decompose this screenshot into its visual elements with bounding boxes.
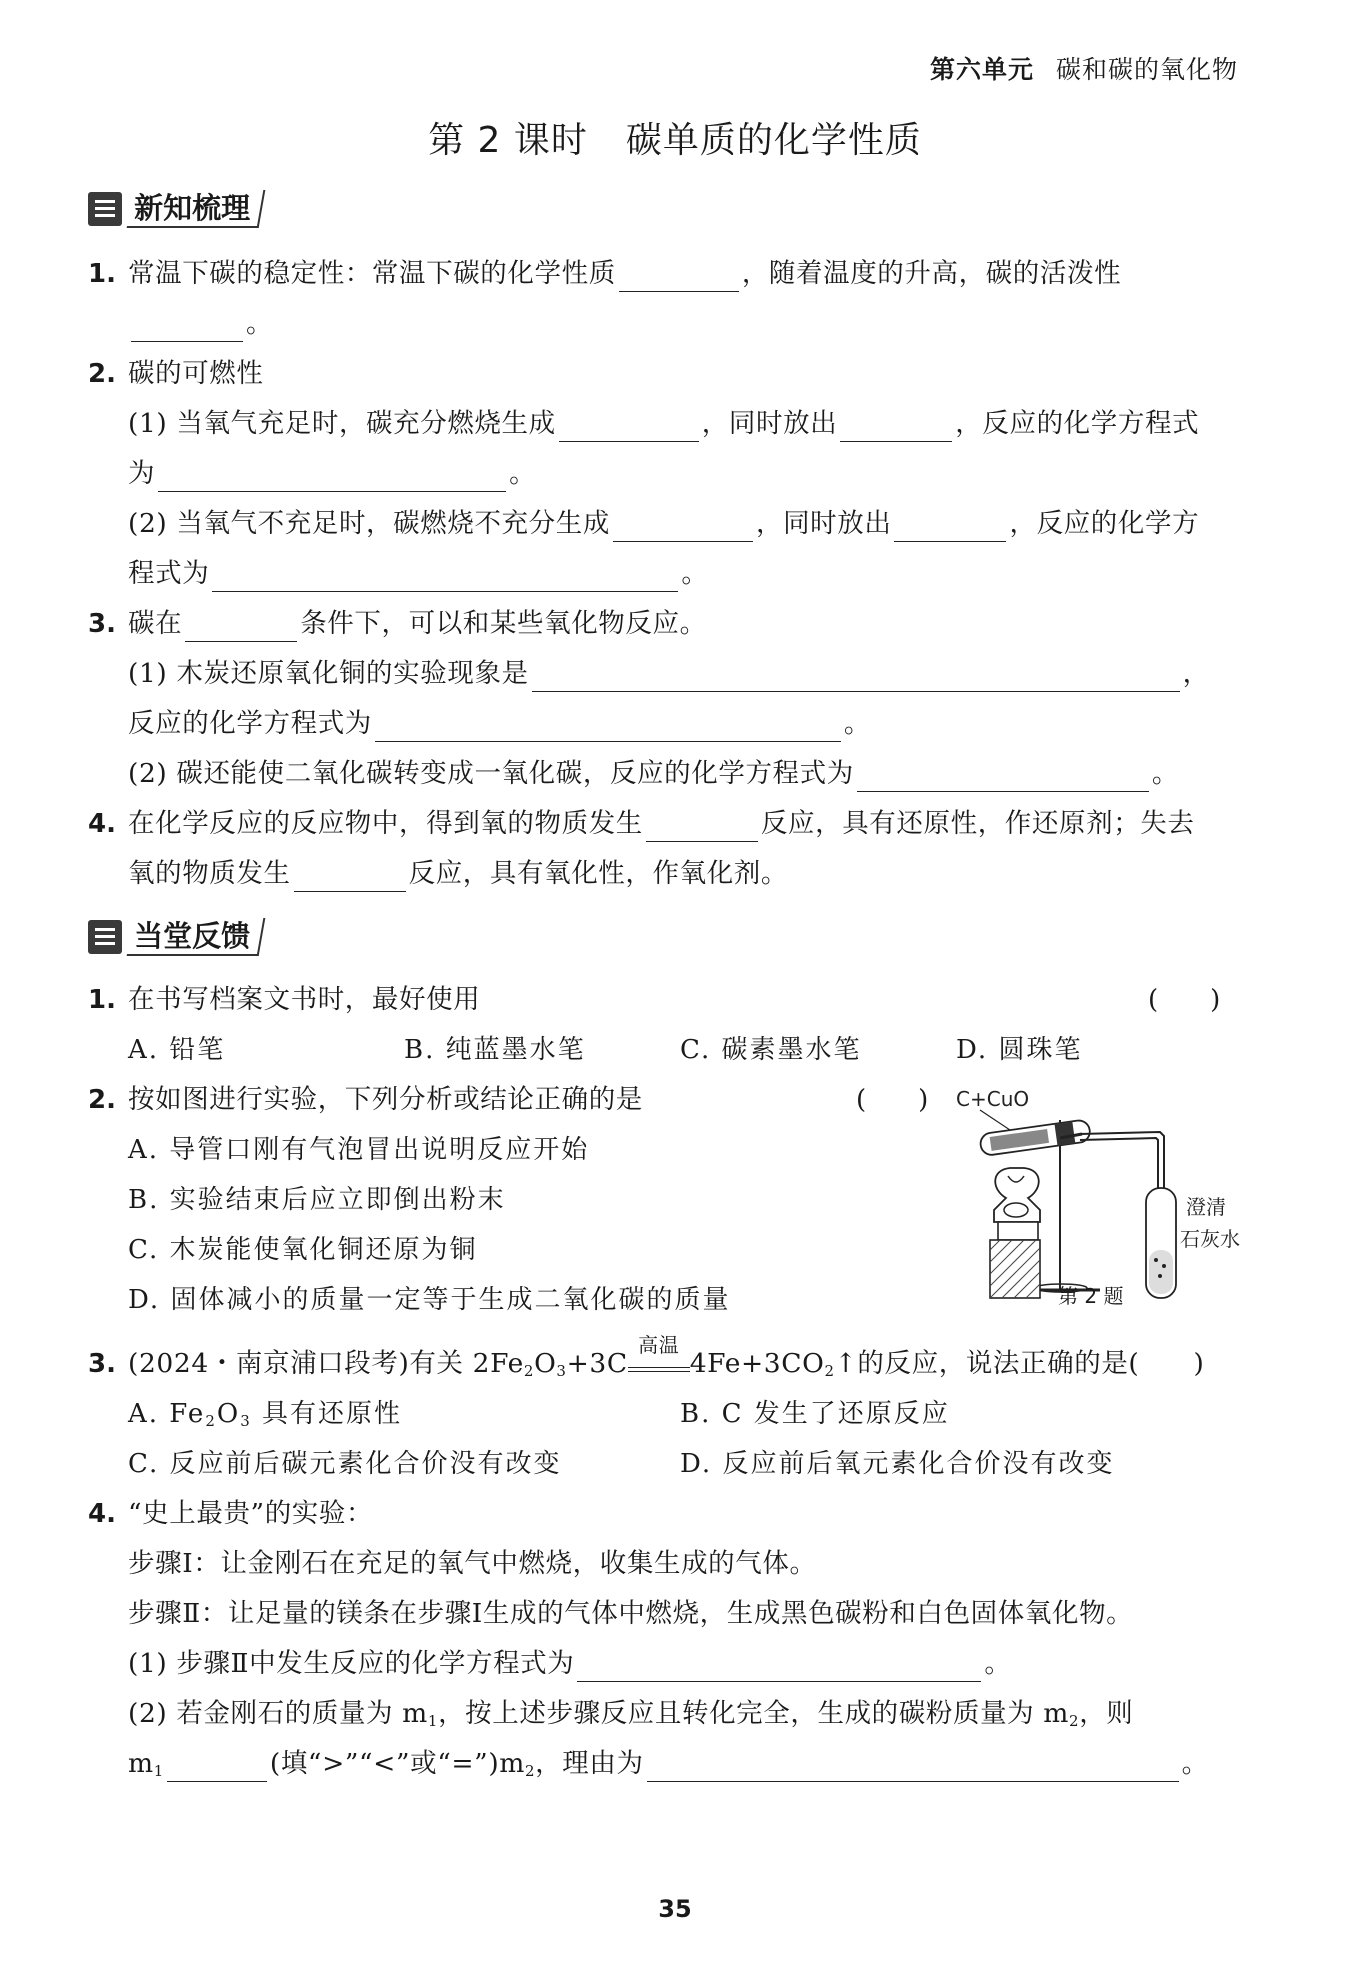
f3-option-c[interactable]: C. 反应前后碳元素化合价没有改变 [128, 1449, 562, 1479]
reaction-condition: 高温 [628, 1351, 690, 1372]
f4-p2: (2) 若金刚石的质量为 $m_1$，按上述步骤反应且转化完全，生成的碳粉质量为 $m_2$，则 [128, 1698, 1134, 1730]
answer-blank[interactable] [185, 611, 297, 642]
question-number: 3. [88, 609, 116, 639]
answer-paren[interactable]: ( ) [856, 1085, 929, 1115]
pen-icon [88, 920, 122, 954]
q3-p1-line2: 反应的化学方程式为 。 [128, 706, 871, 742]
answer-blank[interactable] [647, 1751, 1179, 1782]
question-number: 3. [88, 1349, 116, 1379]
section-new-knowledge [88, 190, 262, 228]
question-number: 4. [88, 809, 116, 839]
fig-label-reactants: C+CuO [956, 1087, 1030, 1111]
lesson-name: 碳单质的化学性质 [625, 120, 922, 161]
f1-option-c[interactable]: C. 碳素墨水笔 [680, 1035, 862, 1065]
answer-blank[interactable] [857, 761, 1149, 792]
q2-head: 碳的可燃性 [128, 358, 264, 389]
q1-line2: 。 [128, 306, 273, 342]
fig-label-limewater-1: 澄清 [1186, 1195, 1226, 1219]
lesson-number: 第 2 课时 [428, 120, 588, 161]
f4-p3: $m_1$ (填“>”“<”或“$=”)m_2$，理由为 。 [128, 1748, 1209, 1780]
q2-p2-line1: (2) 当氧气不充足时，碳燃烧不充分生成 ，同时放出 ，反应的化学方 [128, 506, 1199, 542]
page-number: 35 [658, 1895, 692, 1923]
f4-stem: “史上最贵”的实验： [128, 1498, 374, 1529]
f4-step1: 步骤Ⅰ：让金刚石在充足的氧气中燃烧，收集生成的气体。 [128, 1548, 817, 1579]
fig-label-limewater-2: 石灰水 [1180, 1227, 1240, 1251]
section-label: 新知梳理 [134, 191, 251, 225]
f1-option-b[interactable]: B. 纯蓝墨水笔 [404, 1035, 586, 1065]
f3-stem: (2024・南京浦口段考)有关 $2Fe_2O_3+3C$ 高温 $4Fe+3CO_2↑$的反应，说法正确的是( ) [128, 1333, 1205, 1380]
f1-option-d[interactable]: D. 圆珠笔 [956, 1035, 1083, 1065]
f1-option-a[interactable]: A. 铅笔 [128, 1035, 226, 1065]
q2-p1-line2: 为 。 [128, 456, 536, 492]
answer-blank[interactable] [375, 711, 841, 742]
q2-p1-line1: (1) 当氧气充足时，碳充分燃烧生成 ，同时放出 ，反应的化学方程式 [128, 406, 1199, 442]
answer-blank[interactable] [559, 411, 699, 442]
question-number: 4. [88, 1499, 116, 1529]
q1-line1: 常温下碳的稳定性：常温下碳的化学性质 ，随着温度的升高，碳的活泼性 [128, 256, 1121, 292]
unit-label: 第六单元 [929, 55, 1034, 84]
section-label: 当堂反馈 [134, 919, 251, 953]
answer-blank[interactable] [646, 811, 758, 842]
q3-line1: 碳在 条件下，可以和某些氧化物反应。 [128, 606, 707, 642]
f3-option-b[interactable]: B. C 发生了还原反应 [680, 1399, 950, 1429]
answer-paren[interactable]: ( ) [1148, 985, 1221, 1015]
f2-stem: 按如图进行实验，下列分析或结论正确的是 [128, 1084, 643, 1115]
answer-blank[interactable] [294, 861, 406, 892]
q3-p2: (2) 碳还能使二氧化碳转变成一氧化碳，反应的化学方程式为 。 [128, 756, 1179, 792]
f2-option-a[interactable]: A. 导管口刚有气泡冒出说明反应开始 [128, 1135, 590, 1165]
question-number: 2. [88, 1085, 116, 1115]
page-title [0, 112, 1350, 163]
answer-blank[interactable] [158, 461, 506, 492]
question-number: 2. [88, 359, 116, 389]
f4-step2: 步骤Ⅱ：让足量的镁条在步骤Ⅰ生成的气体中燃烧，生成黑色碳粉和白色固体氧化物。 [128, 1598, 1134, 1629]
answer-blank[interactable] [840, 411, 952, 442]
q3-p1-line1: (1) 木炭还原氧化铜的实验现象是 ， [128, 656, 1210, 692]
q4-line2: 氧的物质发生 反应，具有氧化性，作氧化剂。 [128, 856, 788, 892]
f3-option-a[interactable]: A. $Fe_2O_3$ 具有还原性 [128, 1399, 402, 1430]
f2-option-b[interactable]: B. 实验结束后应立即倒出粉末 [128, 1185, 506, 1215]
apparatus-figure [950, 1080, 1240, 1310]
answer-blank[interactable] [577, 1651, 981, 1682]
answer-blank[interactable] [532, 661, 1180, 692]
f4-p1: (1) 步骤Ⅱ中发生反应的化学方程式为 。 [128, 1646, 1011, 1682]
answer-blank[interactable] [212, 561, 678, 592]
q4-line1: 在化学反应的反应物中，得到氧的物质发生 反应，具有还原性，作还原剂；失去 [128, 806, 1195, 842]
figure-caption: 第 2 题 [1058, 1284, 1124, 1308]
question-number: 1. [88, 259, 116, 289]
answer-blank[interactable] [613, 511, 753, 542]
f2-option-c[interactable]: C. 木炭能使氧化铜还原为铜 [128, 1235, 478, 1265]
f3-option-d[interactable]: D. 反应前后氧元素化合价没有改变 [680, 1449, 1115, 1479]
answer-blank[interactable] [131, 311, 243, 342]
topic-label: 碳和碳的氧化物 [1055, 55, 1238, 84]
notebook-icon [88, 192, 122, 226]
section-class-feedback [88, 918, 262, 956]
answer-blank[interactable] [894, 511, 1006, 542]
f2-option-d[interactable]: D. 固体减小的质量一定等于生成二氧化碳的质量 [128, 1285, 731, 1315]
answer-blank[interactable] [167, 1751, 267, 1782]
question-number: 1. [88, 985, 116, 1015]
answer-blank[interactable] [619, 261, 739, 292]
q2-p2-line2: 程式为 。 [128, 556, 708, 592]
running-header [930, 50, 1238, 86]
f1-stem: 在书写档案文书时，最好使用 [128, 984, 481, 1015]
